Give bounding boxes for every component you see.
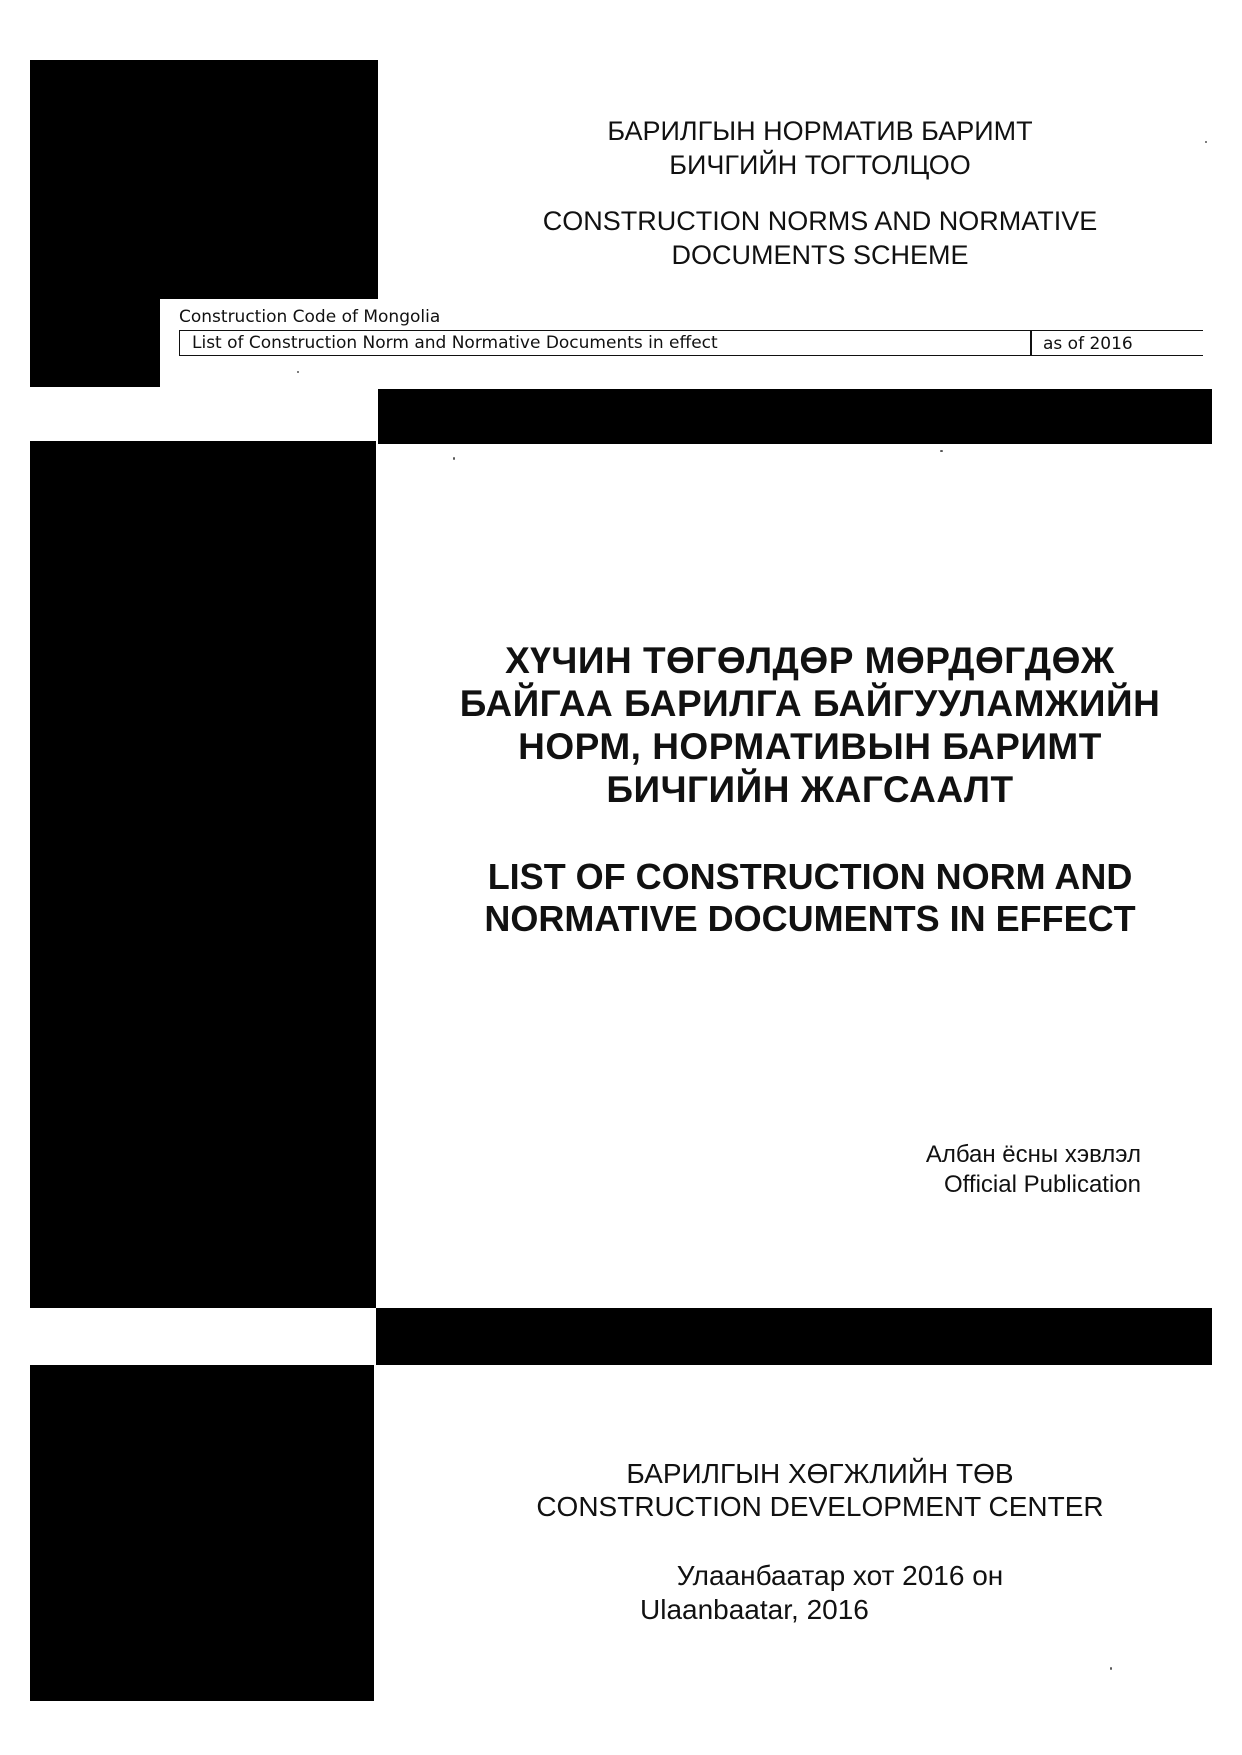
main-title-mongolian-line2: БАЙГАА БАРИЛГА БАЙГУУЛАМЖИЙН [459, 683, 1161, 724]
scan-speck [940, 450, 943, 452]
main-title-mongolian [420, 639, 1200, 811]
publisher-english: CONSTRUCTION DEVELOPMENT CENTER [536, 1491, 1104, 1522]
scan-speck [1205, 141, 1207, 143]
scheme-title-mongolian [470, 114, 1170, 182]
publisher-mongolian: БАРИЛГЫН ХӨГЖЛИЙН ТӨВ [626, 1458, 1014, 1489]
top-left-black-block [30, 60, 378, 299]
code-label: Construction Code of Mongolia [179, 307, 441, 327]
top-left-black-block-lower [30, 299, 160, 387]
code-box-divider [1030, 331, 1032, 355]
main-title-mongolian-line3: НОРМ, НОРМАТИВЫН БАРИМТ [518, 726, 1102, 767]
main-title-english-line1: LIST OF CONSTRUCTION NORM AND [487, 856, 1133, 897]
code-as-of: as of 2016 [1043, 334, 1133, 354]
scheme-title-english-line1: CONSTRUCTION NORMS AND NORMATIVE [542, 206, 1098, 236]
scheme-title-english-line2: DOCUMENTS SCHEME [671, 240, 969, 270]
main-title-mongolian-line4: БИЧГИЙН ЖАГСААЛТ [606, 769, 1014, 810]
scheme-title-mongolian-line2: БИЧГИЙН ТОГТОЛЦОО [669, 150, 971, 180]
scan-speck [297, 371, 299, 373]
left-vertical-black-block [30, 441, 376, 1308]
code-box [179, 330, 1203, 356]
bottom-left-black-block [30, 1365, 374, 1701]
scheme-title-english [470, 204, 1170, 272]
official-publication-mongolian: Албан ёсны хэвлэл [925, 1141, 1141, 1168]
scheme-title-mongolian-line1: БАРИЛГЫН НОРМАТИВ БАРИМТ [607, 116, 1033, 146]
lower-horizontal-black-band [376, 1308, 1212, 1365]
main-title-english-line2: NORMATIVE DOCUMENTS IN EFFECT [484, 898, 1136, 939]
scan-speck [453, 457, 455, 460]
code-list-name: List of Construction Norm and Normative Documents in effect [192, 333, 718, 353]
upper-horizontal-black-band [378, 389, 1212, 444]
official-publication-english: Official Publication [944, 1171, 1141, 1198]
main-title-mongolian-line1: ХҮЧИН ТӨГӨЛДӨР МӨРДӨГДӨЖ [505, 640, 1115, 681]
place-date-mongolian: Улаанбаатар хот 2016 он [676, 1560, 1004, 1591]
official-publication [926, 1140, 1141, 1200]
place-date-english: Ulaanbaatar, 2016 [640, 1594, 869, 1625]
scan-speck [1110, 1667, 1112, 1670]
main-title-english [420, 856, 1200, 940]
